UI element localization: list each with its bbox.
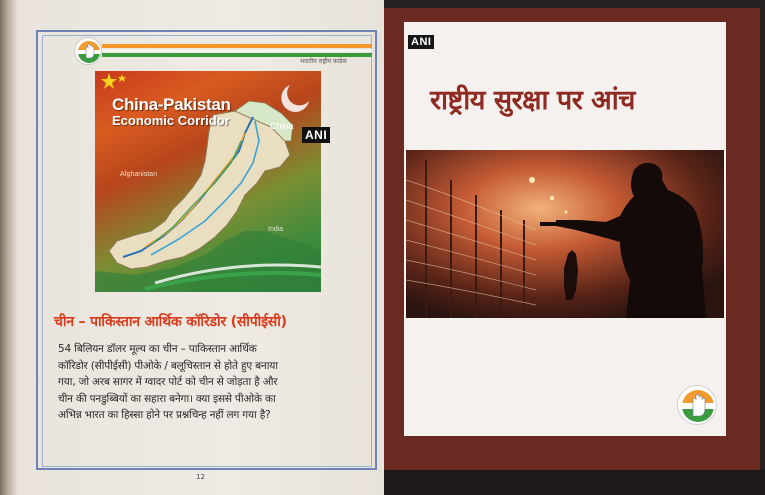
party-name: भारतीय राष्ट्रीय कांग्रेस xyxy=(300,58,347,65)
body-line: अभिन्न भारत का हिस्सा होने पर प्रश्नचिन्ह नहीं लग गया है? xyxy=(58,409,271,421)
map-label-india: India xyxy=(268,226,284,233)
page-number: 12 xyxy=(196,473,205,481)
map-label-china: China xyxy=(270,121,294,131)
map-title-line1: China-Pakistan xyxy=(112,95,231,114)
body-line: 54 बिलियन डॉलर मूल्य का चीन – पाकिस्तान आर्थिक xyxy=(58,343,257,355)
cover-title: राष्ट्रीय सुरक्षा पर आंच xyxy=(430,85,635,116)
tricolor-white-stripe xyxy=(102,49,372,52)
congress-hand-logo-icon xyxy=(74,37,102,65)
cpec-body-text xyxy=(58,341,358,424)
ani-watermark-right: ANI xyxy=(408,35,434,49)
body-line: चीन की पनडुब्बियों का सहारा बनेगा। क्या इससे पीओके का xyxy=(58,392,276,405)
ani-watermark-left: ANI xyxy=(302,127,330,143)
tricolor-saffron-stripe xyxy=(102,44,372,48)
map-label-afghanistan: Afghanistan xyxy=(120,171,157,178)
body-line: गया, जो अरब सागर में ग्वादर पोर्ट को चीन से जोड़ता है और xyxy=(58,376,278,388)
table-surface-shadow xyxy=(384,470,765,495)
congress-hand-logo-large-icon xyxy=(677,385,717,425)
map-title xyxy=(112,96,262,127)
map-title-line2: Economic Corridor xyxy=(112,112,230,128)
soldier-border-photo xyxy=(406,150,724,318)
body-line: कॉरिडोर (सीपीईसी) पीओके / बलूचिस्तान से होते हुए बनाया xyxy=(58,359,278,372)
cpec-caption: चीन – पाकिस्तान आर्थिक कॉरिडोर (सीपीईसी) xyxy=(54,314,287,330)
